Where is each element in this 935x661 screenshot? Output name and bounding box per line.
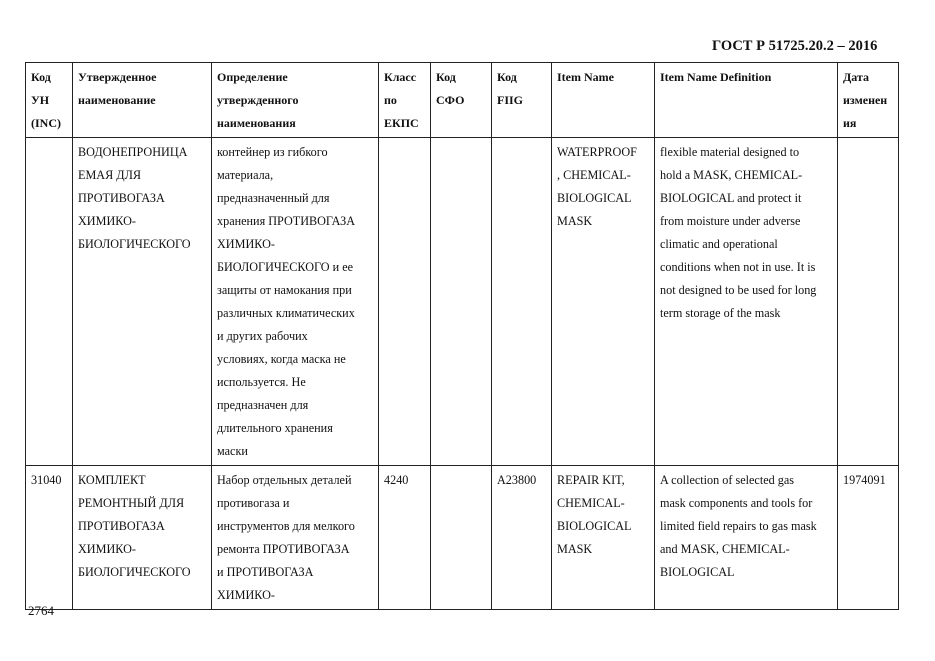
- cell-definition: Набор отдельных деталей противогаза и инструментов для мелкого ремонта ПРОТИВОГАЗА и ПРОТИВОГАЗА ХИМИКО-: [212, 466, 379, 610]
- cell-approved-name: ВОДОНЕПРОНИЦА ЕМАЯ ДЛЯ ПРОТИВОГАЗА ХИМИКО- БИОЛОГИЧЕСКОГО: [73, 138, 212, 466]
- specification-table: [25, 62, 899, 610]
- cell-change-date: [838, 138, 899, 466]
- column-header-class: Класс по ЕКПС: [379, 63, 431, 138]
- column-header-approved-name: Утвержденное наименование: [73, 63, 212, 138]
- cell-fiig: [492, 138, 552, 466]
- column-header-item-definition: Item Name Definition: [655, 63, 838, 138]
- cell-inc: 31040: [26, 466, 73, 610]
- table-header-row: [26, 63, 899, 138]
- cell-approved-name: КОМПЛЕКТ РЕМОНТНЫЙ ДЛЯ ПРОТИВОГАЗА ХИМИКО- БИОЛОГИЧЕСКОГО: [73, 466, 212, 610]
- cell-sfo: [431, 138, 492, 466]
- column-header-inc: Код УН (INC): [26, 63, 73, 138]
- page-number: 2764: [28, 603, 54, 618]
- cell-fiig: A23800: [492, 466, 552, 610]
- cell-change-date: 1974091: [838, 466, 899, 610]
- column-header-definition: Определение утвержденного наименования: [212, 63, 379, 138]
- cell-item-name: WATERPROOF , CHEMICAL- BIOLOGICAL MASK: [552, 138, 655, 466]
- table-row: [26, 466, 899, 610]
- cell-class: [379, 138, 431, 466]
- document-standard-header: ГОСТ Р 51725.20.2 – 2016: [712, 38, 878, 54]
- column-header-change-date: Дата изменен ия: [838, 63, 899, 138]
- cell-item-definition: A collection of selected gas mask components and tools for limited field repairs to gas mask and MASK, CHEMICAL- BIOLOGICAL: [655, 466, 838, 610]
- cell-definition: контейнер из гибкого материала, предназначенный для хранения ПРОТИВОГАЗА ХИМИКО- БИОЛОГИЧЕСКОГО и ее защиты от намокания при различных климатических и других рабочих условиях, когда маска не используется. Не предназначен для длительного хранения маски: [212, 138, 379, 466]
- table-row: [26, 138, 899, 466]
- cell-item-name: REPAIR KIT, CHEMICAL- BIOLOGICAL MASK: [552, 466, 655, 610]
- cell-inc: [26, 138, 73, 466]
- cell-item-definition: flexible material designed to hold a MASK, CHEMICAL- BIOLOGICAL and protect it from moisture under adverse climatic and operational conditions when not in use. It is not designed to be used for long term storage of the mask: [655, 138, 838, 466]
- column-header-fiig: Код FIIG: [492, 63, 552, 138]
- cell-sfo: [431, 466, 492, 610]
- cell-class: 4240: [379, 466, 431, 610]
- column-header-item-name: Item Name: [552, 63, 655, 138]
- column-header-sfo: Код СФО: [431, 63, 492, 138]
